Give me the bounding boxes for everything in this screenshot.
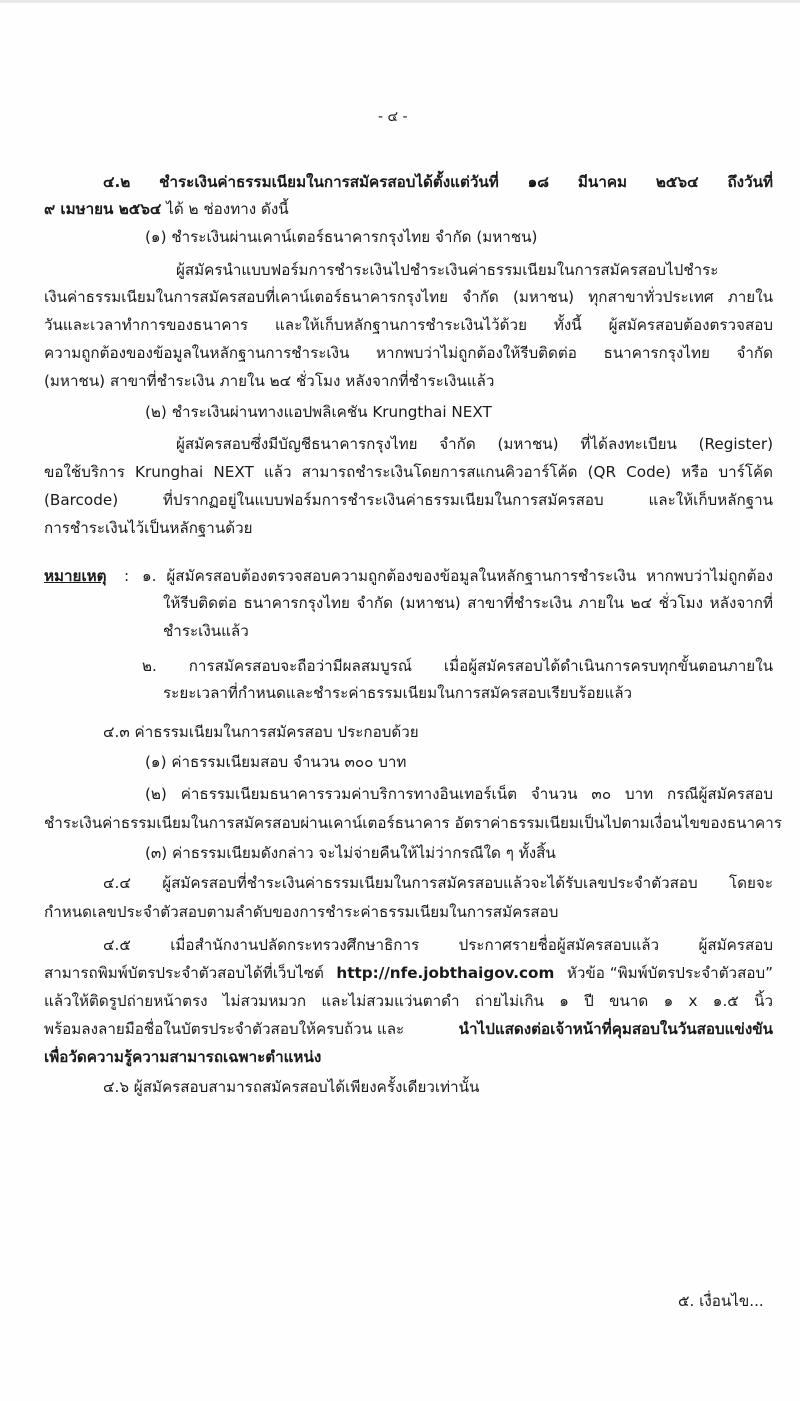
- fee-item-1: (๑) ค่าธรรมเนียมสอบ จำนวน ๓๐๐ บาท: [145, 753, 407, 771]
- section-4-5-line3: แล้วให้ติดรูปถ่ายหน้าตรง ไม่สวมหมวก และไม่สวมแว่นตาดำ ถ่ายไม่เกิน ๑ ปี ขนาด ๑ x ๑.๕ นิ้ว: [44, 992, 773, 1010]
- channel-1-para-line2: เงินค่าธรรมเนียมในการสมัครสอบที่เคาน์เตอร์ธนาคารกรุงไทย จำกัด (มหาชน) ทุกสาขาทั่วประเทศ ภายใน: [44, 288, 773, 306]
- signature-instruction: พร้อมลงลายมือชื่อในบัตรประจำตัวสอบให้ครบถ้วน และ: [44, 1020, 405, 1038]
- channel-2-para-line4: การชำระเงินไว้เป็นหลักฐานด้วย: [44, 519, 253, 537]
- channel-2-title: (๒) ชำระเงินผ่านทางแอปพลิเคชัน Krungthai NEXT: [145, 403, 492, 421]
- website-link[interactable]: http://nfe.jobthaigov.com: [336, 964, 555, 982]
- remark-2-line1: ๒. การสมัครสอบจะถือว่ามีผลสมบูรณ์ เมื่อผู้สมัครสอบได้ดำเนินการครบทุกขั้นตอนภายใน: [142, 657, 773, 675]
- channel-1-para-line4: ความถูกต้องของข้อมูลในหลักฐานการชำระเงิน หากพบว่าไม่ถูกต้องให้รีบติดต่อ ธนาคารกรุงไทย จำกัด: [44, 344, 773, 362]
- payment-channels-count: ได้ ๒ ช่องทาง ดังนี้: [161, 200, 289, 218]
- print-card-topic: หัวข้อ “พิมพ์บัตรประจำตัวสอบ”: [566, 964, 773, 982]
- remark-2-line2: ระยะเวลาที่กำหนดและชำระค่าธรรมเนียมในการสมัครสอบเรียบร้อยแล้ว: [163, 684, 633, 702]
- channel-2-para-line3: (Barcode) ที่ปรากฏอยู่ในแบบฟอร์มการชำระเงินค่าธรรมเนียมในการสมัครสอบ และให้เก็บหลักฐาน: [44, 491, 773, 509]
- channel-2-para-line1: ผู้สมัครสอบซึ่งมีบัญชีธนาคารกรุงไทย จำกัด (มหาชน) ที่ได้ลงทะเบียน (Register): [176, 435, 773, 453]
- fee-item-3: (๓) ค่าธรรมเนียมดังกล่าว จะไม่จ่ายคืนให้ไม่ว่ากรณีใด ๆ ทั้งสิ้น: [145, 844, 556, 862]
- remarks-label: หมายเหตุ: [44, 567, 107, 585]
- section-4-4-line2: กำหนดเลขประจำตัวสอบตามลำดับของการชำระค่าธรรมเนียมในการสมัครสอบ: [44, 903, 559, 921]
- channel-1-para-line1: ผู้สมัครนำแบบฟอร์มการชำระเงินไปชำระเงินค่าธรรมเนียมในการสมัครสอบไปชำระ: [176, 261, 719, 279]
- remark-1-line2: ให้รีบติดต่อ ธนาคารกรุงไทย จำกัด (มหาชน) สาขาที่ชำระเงิน ภายใน ๒๔ ชั่วโมง หลังจากที่: [163, 594, 773, 612]
- section-4-5-line4: [44, 1018, 773, 1040]
- channel-1-para-line3: วันและเวลาทำการของธนาคาร และให้เก็บหลักฐานการชำระเงินไว้ด้วย ทั้งนี้ ผู้สมัครสอบต้องตรวจสอบ: [44, 316, 773, 334]
- channel-2-para-line2: ขอใช้บริการ Krunghai NEXT แล้ว สามารถชำระเงินโดยการสแกนคิวอาร์โค้ด (QR Code) หรือ บาร์โค้ด: [44, 463, 773, 481]
- remark-1-line1: ๑. ผู้สมัครสอบต้องตรวจสอบความถูกต้องของข้อมูลในหลักฐานการชำระเงิน หากพบว่าไม่ถูกต้อง: [142, 567, 773, 585]
- section-4-3-title: ๔.๓ ค่าธรรมเนียมในการสมัครสอบ ประกอบด้วย: [103, 723, 419, 741]
- fee-item-2-line1: (๒) ค่าธรรมเนียมธนาคารรวมค่าบริการทางอินเทอร์เน็ต จำนวน ๓๐ บาท กรณีผู้สมัครสอบ: [145, 785, 773, 803]
- section-4-6: ๔.๖ ผู้สมัครสอบสามารถสมัครสอบได้เพียงครั้งเดียวเท่านั้น: [103, 1078, 480, 1096]
- show-card-instruction: นำไปแสดงต่อเจ้าหน้าที่คุมสอบในวันสอบแข่งขัน: [458, 1020, 773, 1038]
- page-number: - ๔ -: [378, 109, 408, 125]
- page-top-edge: [0, 0, 800, 3]
- payment-deadline: ๙ เมษายน ๒๕๖๔: [44, 200, 162, 218]
- print-card-instruction: สามารถพิมพ์บัตรประจำตัวสอบได้ที่เว็บไซต์: [44, 964, 324, 982]
- fee-item-2-line2: ชำระเงินค่าธรรมเนียมในการสมัครสอบผ่านเคาน์เตอร์ธนาคาร อัตราค่าธรรมเนียมเป็นไปตามเงื่อนไขของธนาคาร: [44, 814, 782, 832]
- section-4-5-line1: ๔.๕ เมื่อสำนักงานปลัดกระทรวงศึกษาธิการ ประกาศรายชื่อผู้สมัครสอบแล้ว ผู้สมัครสอบ: [103, 936, 773, 954]
- remarks-colon: :: [124, 567, 130, 585]
- section-4-2-heading-line2: [44, 198, 289, 220]
- section-4-5-line5: เพื่อวัดความรู้ความสามารถเฉพาะตำแหน่ง: [44, 1048, 322, 1066]
- section-4-4-line1: ๔.๔ ผู้สมัครสอบที่ชำระเงินค่าธรรมเนียมในการสมัครสอบแล้วจะได้รับเลขประจำตัวสอบ โดยจะ: [103, 874, 773, 892]
- remark-1-line3: ชำระเงินแล้ว: [163, 622, 249, 640]
- channel-1-title: (๑) ชำระเงินผ่านเคาน์เตอร์ธนาคารกรุงไทย จำกัด (มหาชน): [145, 228, 538, 246]
- section-4-2-heading-line1: ๔.๒ ชำระเงินค่าธรรมเนียมในการสมัครสอบได้ตั้งแต่วันที่ ๑๘ มีนาคม ๒๕๖๔ ถึงวันที่: [103, 173, 773, 191]
- section-4-5-line2: [44, 962, 773, 984]
- channel-1-para-line5: (มหาชน) สาขาที่ชำระเงิน ภายใน ๒๔ ชั่วโมง หลังจากที่ชำระเงินแล้ว: [44, 372, 495, 390]
- continued-next-page: ๕. เงื่อนไข...: [678, 1292, 764, 1310]
